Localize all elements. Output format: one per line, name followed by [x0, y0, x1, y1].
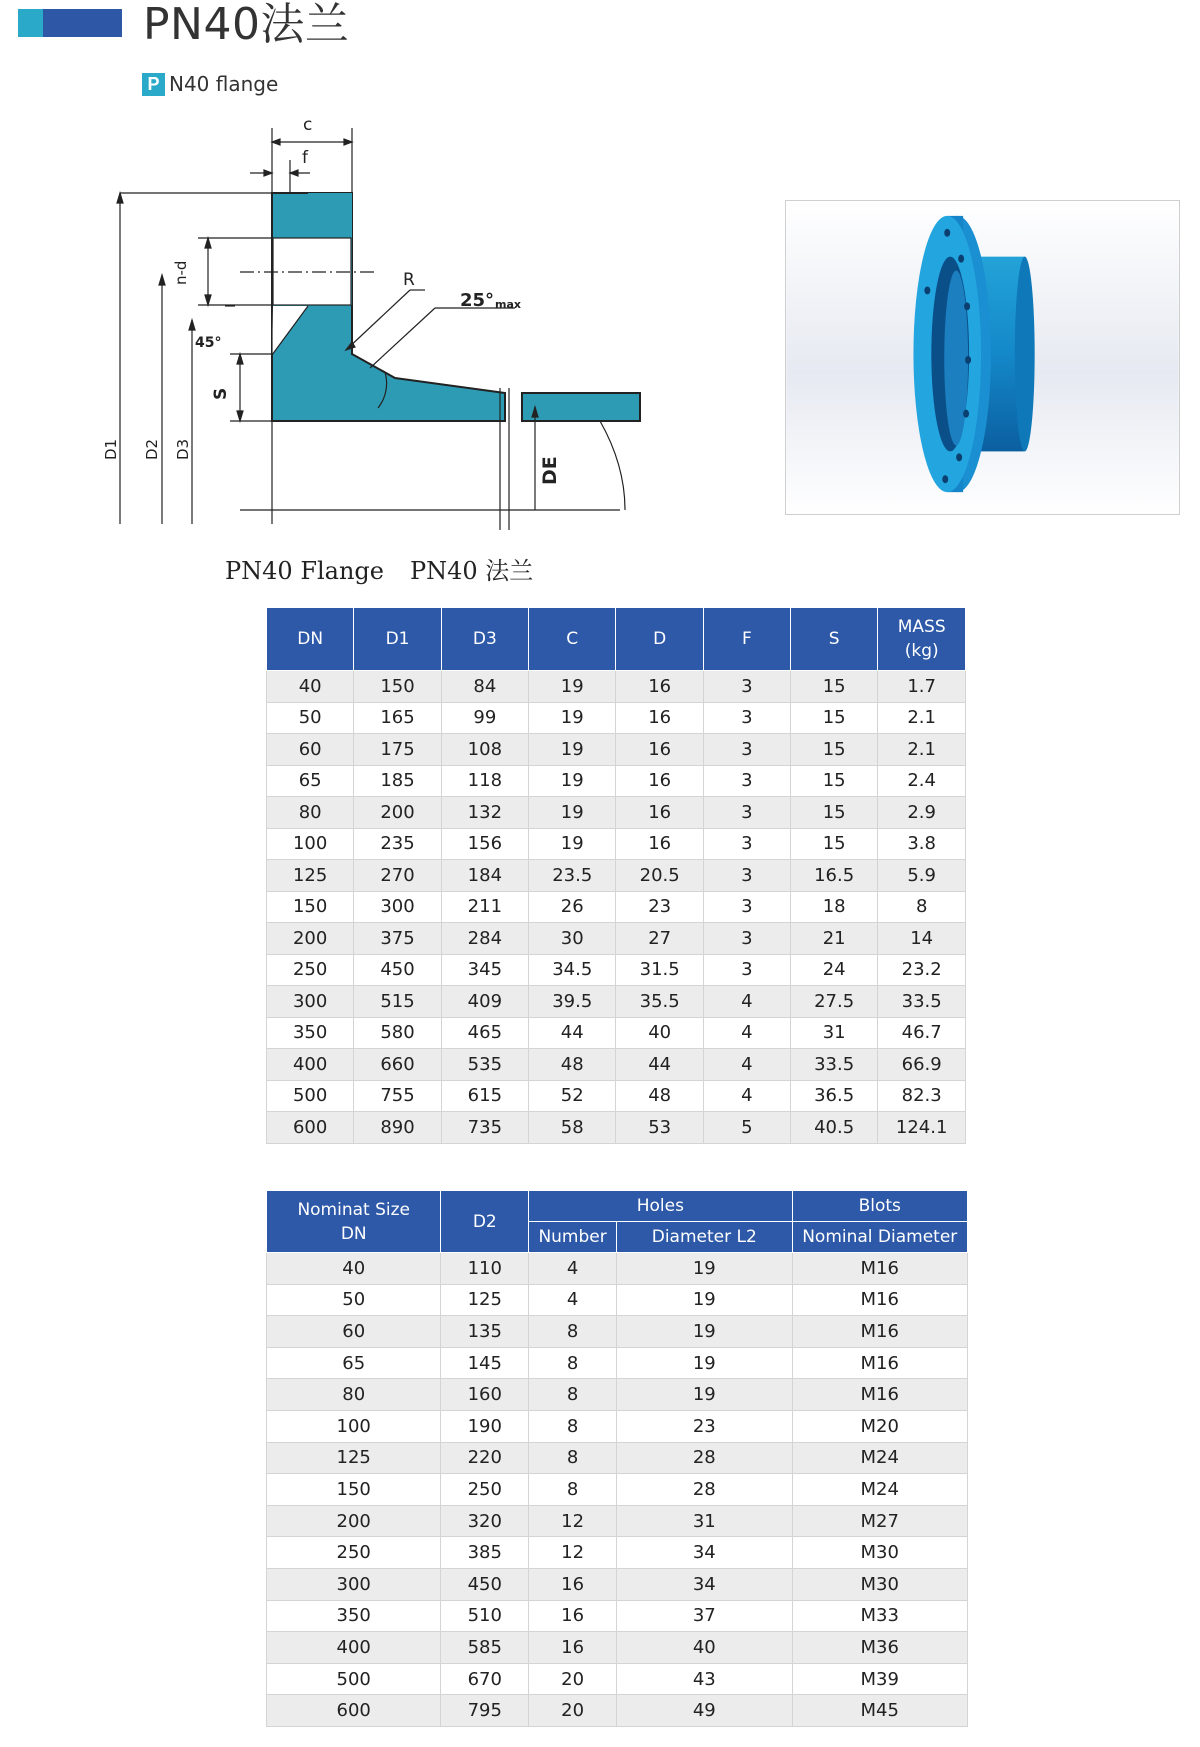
col-mass: MASS (kg)	[878, 608, 966, 671]
table-cell: 40	[617, 1632, 792, 1664]
table-row	[267, 1410, 968, 1442]
table-cell: 82.3	[878, 1080, 966, 1112]
table-cell: 450	[441, 1568, 529, 1600]
table-cell: 500	[267, 1080, 354, 1112]
table-cell: M16	[792, 1347, 968, 1379]
label-angle: 25°	[460, 290, 495, 311]
table-cell: 19	[617, 1253, 792, 1285]
table-row	[267, 1442, 968, 1474]
table-cell: 16.5	[790, 860, 877, 892]
table-cell: 52	[529, 1080, 616, 1112]
table-cell: 18	[790, 891, 877, 923]
table-cell: 2.4	[878, 765, 966, 797]
table-cell: 19	[529, 828, 616, 860]
table-cell: 200	[267, 923, 354, 955]
table-cell: 8	[529, 1347, 617, 1379]
table-cell: 400	[267, 1049, 354, 1081]
table-cell: M24	[792, 1474, 968, 1506]
table-cell: 23.5	[529, 860, 616, 892]
table-cell: 185	[354, 765, 441, 797]
table-cell: 145	[441, 1347, 529, 1379]
table-cell: 49	[617, 1695, 792, 1727]
table-cell: 135	[441, 1316, 529, 1348]
table-cell: M27	[792, 1505, 968, 1537]
table-cell: 15	[790, 765, 877, 797]
table-cell: 19	[529, 797, 616, 829]
col-nominal-diameter: Nominal Diameter	[792, 1222, 968, 1253]
table-header-row	[267, 608, 966, 671]
table-cell: 600	[267, 1695, 441, 1727]
table-cell: 250	[267, 954, 354, 986]
table-cell: 35.5	[616, 986, 703, 1018]
table-cell: M16	[792, 1253, 968, 1285]
table-cell: M33	[792, 1600, 968, 1632]
table-row	[267, 765, 966, 797]
table-cell: 20	[529, 1695, 617, 1727]
table-cell: 28	[617, 1474, 792, 1506]
table-cell: 4	[703, 986, 790, 1018]
flange-product-image	[785, 200, 1180, 515]
table-cell: 4	[529, 1253, 617, 1285]
table-cell: 19	[529, 671, 616, 703]
table-cell: 385	[441, 1537, 529, 1569]
table-cell: M24	[792, 1442, 968, 1474]
table-cell: 375	[354, 923, 441, 955]
table-cell: 8	[529, 1410, 617, 1442]
table-cell: 65	[267, 1347, 441, 1379]
table-cell: 175	[354, 734, 441, 766]
table-row	[267, 1474, 968, 1506]
table-cell: 50	[267, 702, 354, 734]
table-row	[267, 1505, 968, 1537]
table-cell: 3	[703, 797, 790, 829]
label-chamfer: 45°	[195, 335, 222, 351]
table-cell: 190	[441, 1410, 529, 1442]
table-cell: 48	[616, 1080, 703, 1112]
table-cell: M16	[792, 1379, 968, 1411]
table-cell: 8	[878, 891, 966, 923]
table-cell: 39.5	[529, 986, 616, 1018]
table-cell: 14	[878, 923, 966, 955]
table-cell: 2.1	[878, 734, 966, 766]
table-cell: 118	[441, 765, 528, 797]
table-cell: 284	[441, 923, 528, 955]
table-cell: 19	[617, 1347, 792, 1379]
table-cell: 27.5	[790, 986, 877, 1018]
col-f: F	[703, 608, 790, 671]
table-row	[267, 1017, 966, 1049]
table-cell: 100	[267, 1410, 441, 1442]
table-cell: 50	[267, 1284, 441, 1316]
table-cell: 211	[441, 891, 528, 923]
col-d: D	[616, 608, 703, 671]
table-cell: 23	[616, 891, 703, 923]
dimensions-table	[266, 607, 966, 1144]
table-cell: 890	[354, 1112, 441, 1144]
table-cell: 220	[441, 1442, 529, 1474]
table-cell: 3	[703, 860, 790, 892]
table-row	[267, 1112, 966, 1144]
table-cell: 40	[267, 671, 354, 703]
table-cell: 26	[529, 891, 616, 923]
table-cell: 160	[441, 1379, 529, 1411]
table-cell: 34	[617, 1537, 792, 1569]
table-cell: 30	[529, 923, 616, 955]
table-cell: 16	[616, 671, 703, 703]
caption-zh: PN40 法兰	[409, 557, 534, 585]
table-cell: 409	[441, 986, 528, 1018]
table-cell: 580	[354, 1017, 441, 1049]
table-cell: 108	[441, 734, 528, 766]
table-cell: 21	[790, 923, 877, 955]
table-cell: 300	[354, 891, 441, 923]
subtitle	[142, 71, 278, 97]
table-cell: 125	[267, 860, 354, 892]
col-dn: DN	[267, 608, 354, 671]
table-row	[267, 671, 966, 703]
table-cell: 16	[529, 1568, 617, 1600]
table-cell: 24	[790, 954, 877, 986]
table-cell: 8	[529, 1379, 617, 1411]
label-d3: D3	[174, 438, 192, 460]
table-cell: 755	[354, 1080, 441, 1112]
table-header-row	[267, 1191, 968, 1222]
table-row	[267, 954, 966, 986]
p-badge: P	[142, 73, 165, 96]
table-cell: 60	[267, 1316, 441, 1348]
table-cell: 125	[441, 1284, 529, 1316]
table-cell: 250	[267, 1537, 441, 1569]
table-cell: 16	[616, 828, 703, 860]
table-cell: 66.9	[878, 1049, 966, 1081]
table-cell: 23.2	[878, 954, 966, 986]
table-cell: 5	[703, 1112, 790, 1144]
table-row	[267, 1600, 968, 1632]
label-f: f	[302, 148, 308, 168]
table-cell: 350	[267, 1017, 354, 1049]
table-cell: 40	[267, 1253, 441, 1285]
table-cell: 80	[267, 1379, 441, 1411]
table-row	[267, 734, 966, 766]
table-cell: 80	[267, 797, 354, 829]
table-cell: 4	[703, 1080, 790, 1112]
table-cell: 510	[441, 1600, 529, 1632]
table-cell: 124.1	[878, 1112, 966, 1144]
table-row	[267, 923, 966, 955]
table-cell: 31	[617, 1505, 792, 1537]
table-cell: 28	[617, 1442, 792, 1474]
table-row	[267, 1568, 968, 1600]
label-d1: D1	[102, 438, 120, 460]
table-row	[267, 1663, 968, 1695]
table-cell: 65	[267, 765, 354, 797]
table-row	[267, 702, 966, 734]
table-cell: 31	[790, 1017, 877, 1049]
table-cell: 3	[703, 671, 790, 703]
table-cell: 300	[267, 986, 354, 1018]
table-cell: 33.5	[878, 986, 966, 1018]
table-cell: 19	[529, 734, 616, 766]
table-cell: 500	[267, 1663, 441, 1695]
table-cell: 5.9	[878, 860, 966, 892]
table-cell: 2.9	[878, 797, 966, 829]
table-cell: 735	[441, 1112, 528, 1144]
table-cell: 44	[616, 1049, 703, 1081]
col-diameter: Diameter L2	[617, 1222, 792, 1253]
table-row	[267, 1632, 968, 1664]
label-s: S	[211, 387, 231, 400]
label-angle-max: max	[495, 298, 521, 311]
page-title: PN40法兰	[143, 0, 350, 50]
table-cell: 23	[617, 1410, 792, 1442]
table-cell: 2.1	[878, 702, 966, 734]
table-cell: 58	[529, 1112, 616, 1144]
table-cell: 15	[790, 734, 877, 766]
table-cell: 3	[703, 891, 790, 923]
table-cell: 3	[703, 923, 790, 955]
title-accent-cyan	[18, 9, 43, 37]
table-cell: 16	[529, 1600, 617, 1632]
table-cell: 53	[616, 1112, 703, 1144]
table-cell: 300	[267, 1568, 441, 1600]
table-cell: 465	[441, 1017, 528, 1049]
col-d1: D1	[354, 608, 441, 671]
table-cell: M36	[792, 1632, 968, 1664]
table-row	[267, 1080, 966, 1112]
table-cell: 200	[267, 1505, 441, 1537]
table-cell: 125	[267, 1442, 441, 1474]
table-row	[267, 797, 966, 829]
table-cell: M30	[792, 1568, 968, 1600]
table-cell: M39	[792, 1663, 968, 1695]
col-blots: Blots	[792, 1191, 968, 1222]
table-cell: 34.5	[529, 954, 616, 986]
col-number: Number	[529, 1222, 617, 1253]
table-cell: 200	[354, 797, 441, 829]
table-row	[267, 1284, 968, 1316]
table-cell: 40	[616, 1017, 703, 1049]
table-cell: 110	[441, 1253, 529, 1285]
label-nd: n-d	[172, 260, 190, 285]
table-cell: 8	[529, 1442, 617, 1474]
table-cell: 400	[267, 1632, 441, 1664]
table-cell: 350	[267, 1600, 441, 1632]
col-d3: D3	[441, 608, 528, 671]
table-row	[267, 986, 966, 1018]
table-cell: 31.5	[616, 954, 703, 986]
figure-caption	[225, 551, 533, 586]
table-cell: 235	[354, 828, 441, 860]
subtitle-text: N40 flange	[169, 72, 279, 96]
table-cell: 36.5	[790, 1080, 877, 1112]
table-cell: 3	[703, 734, 790, 766]
table-row	[267, 1695, 968, 1727]
table-cell: M16	[792, 1284, 968, 1316]
table-cell: 46.7	[878, 1017, 966, 1049]
table-cell: 20.5	[616, 860, 703, 892]
col-c: C	[529, 608, 616, 671]
table-cell: 270	[354, 860, 441, 892]
table-cell: 3	[703, 828, 790, 860]
table-cell: 3	[703, 702, 790, 734]
table-cell: 19	[617, 1316, 792, 1348]
table-cell: 43	[617, 1663, 792, 1695]
table-cell: 20	[529, 1663, 617, 1695]
table-cell: 16	[616, 765, 703, 797]
table-cell: M16	[792, 1316, 968, 1348]
col-d2: D2	[441, 1191, 529, 1253]
table-cell: 44	[529, 1017, 616, 1049]
table-cell: 150	[267, 891, 354, 923]
table-cell: M30	[792, 1537, 968, 1569]
table-row	[267, 1253, 968, 1285]
table-cell: 15	[790, 702, 877, 734]
label-de: DE	[539, 456, 561, 485]
table-cell: 15	[790, 671, 877, 703]
table-cell: 670	[441, 1663, 529, 1695]
table-cell: 33.5	[790, 1049, 877, 1081]
table-cell: 19	[617, 1379, 792, 1411]
flange-technical-drawing	[80, 110, 680, 535]
table-cell: 48	[529, 1049, 616, 1081]
table-cell: 535	[441, 1049, 528, 1081]
table-cell: 184	[441, 860, 528, 892]
table-cell: 60	[267, 734, 354, 766]
table-cell: 4	[703, 1049, 790, 1081]
table-row	[267, 1316, 968, 1348]
table-cell: 4	[529, 1284, 617, 1316]
table-cell: M45	[792, 1695, 968, 1727]
table-cell: 12	[529, 1537, 617, 1569]
label-r: R	[403, 270, 415, 290]
table-cell: 84	[441, 671, 528, 703]
table-cell: 27	[616, 923, 703, 955]
table-cell: 16	[529, 1632, 617, 1664]
table-cell: 450	[354, 954, 441, 986]
table-row	[267, 1379, 968, 1411]
table-row	[267, 1049, 966, 1081]
table-row	[267, 860, 966, 892]
label-d2: D2	[143, 438, 161, 460]
table-cell: 99	[441, 702, 528, 734]
table-cell: 19	[529, 702, 616, 734]
table-cell: 250	[441, 1474, 529, 1506]
table-cell: 4	[703, 1017, 790, 1049]
table-cell: 15	[790, 797, 877, 829]
title-accent-blue	[43, 9, 122, 37]
table-cell: 660	[354, 1049, 441, 1081]
table-cell: 345	[441, 954, 528, 986]
table-cell: 132	[441, 797, 528, 829]
table-cell: 320	[441, 1505, 529, 1537]
table-cell: 40.5	[790, 1112, 877, 1144]
col-s: S	[790, 608, 877, 671]
table-row	[267, 828, 966, 860]
table-cell: 3	[703, 765, 790, 797]
table-cell: 34	[617, 1568, 792, 1600]
table-row	[267, 1537, 968, 1569]
caption-en: PN40 Flange	[225, 557, 384, 585]
table-cell: 795	[441, 1695, 529, 1727]
label-c: c	[303, 115, 313, 135]
table-cell: 150	[267, 1474, 441, 1506]
col-nominal-size: Nominat Size DN	[267, 1191, 441, 1253]
table-cell: 600	[267, 1112, 354, 1144]
table-cell: 16	[616, 702, 703, 734]
table-cell: 8	[529, 1316, 617, 1348]
table-cell: M20	[792, 1410, 968, 1442]
table-cell: 585	[441, 1632, 529, 1664]
table-cell: 19	[617, 1284, 792, 1316]
col-holes: Holes	[529, 1191, 792, 1222]
table-cell: 515	[354, 986, 441, 1018]
table-cell: 15	[790, 828, 877, 860]
table-cell: 16	[616, 734, 703, 766]
bolting-table	[266, 1190, 968, 1727]
table-cell: 615	[441, 1080, 528, 1112]
table-cell: 8	[529, 1474, 617, 1506]
table-cell: 3.8	[878, 828, 966, 860]
table-cell: 3	[703, 954, 790, 986]
table-cell: 37	[617, 1600, 792, 1632]
table-cell: 100	[267, 828, 354, 860]
table-row	[267, 1347, 968, 1379]
table-cell: 16	[616, 797, 703, 829]
table-row	[267, 891, 966, 923]
table-cell: 12	[529, 1505, 617, 1537]
table-cell: 156	[441, 828, 528, 860]
table-cell: 165	[354, 702, 441, 734]
table-cell: 150	[354, 671, 441, 703]
table-cell: 1.7	[878, 671, 966, 703]
table-cell: 19	[529, 765, 616, 797]
